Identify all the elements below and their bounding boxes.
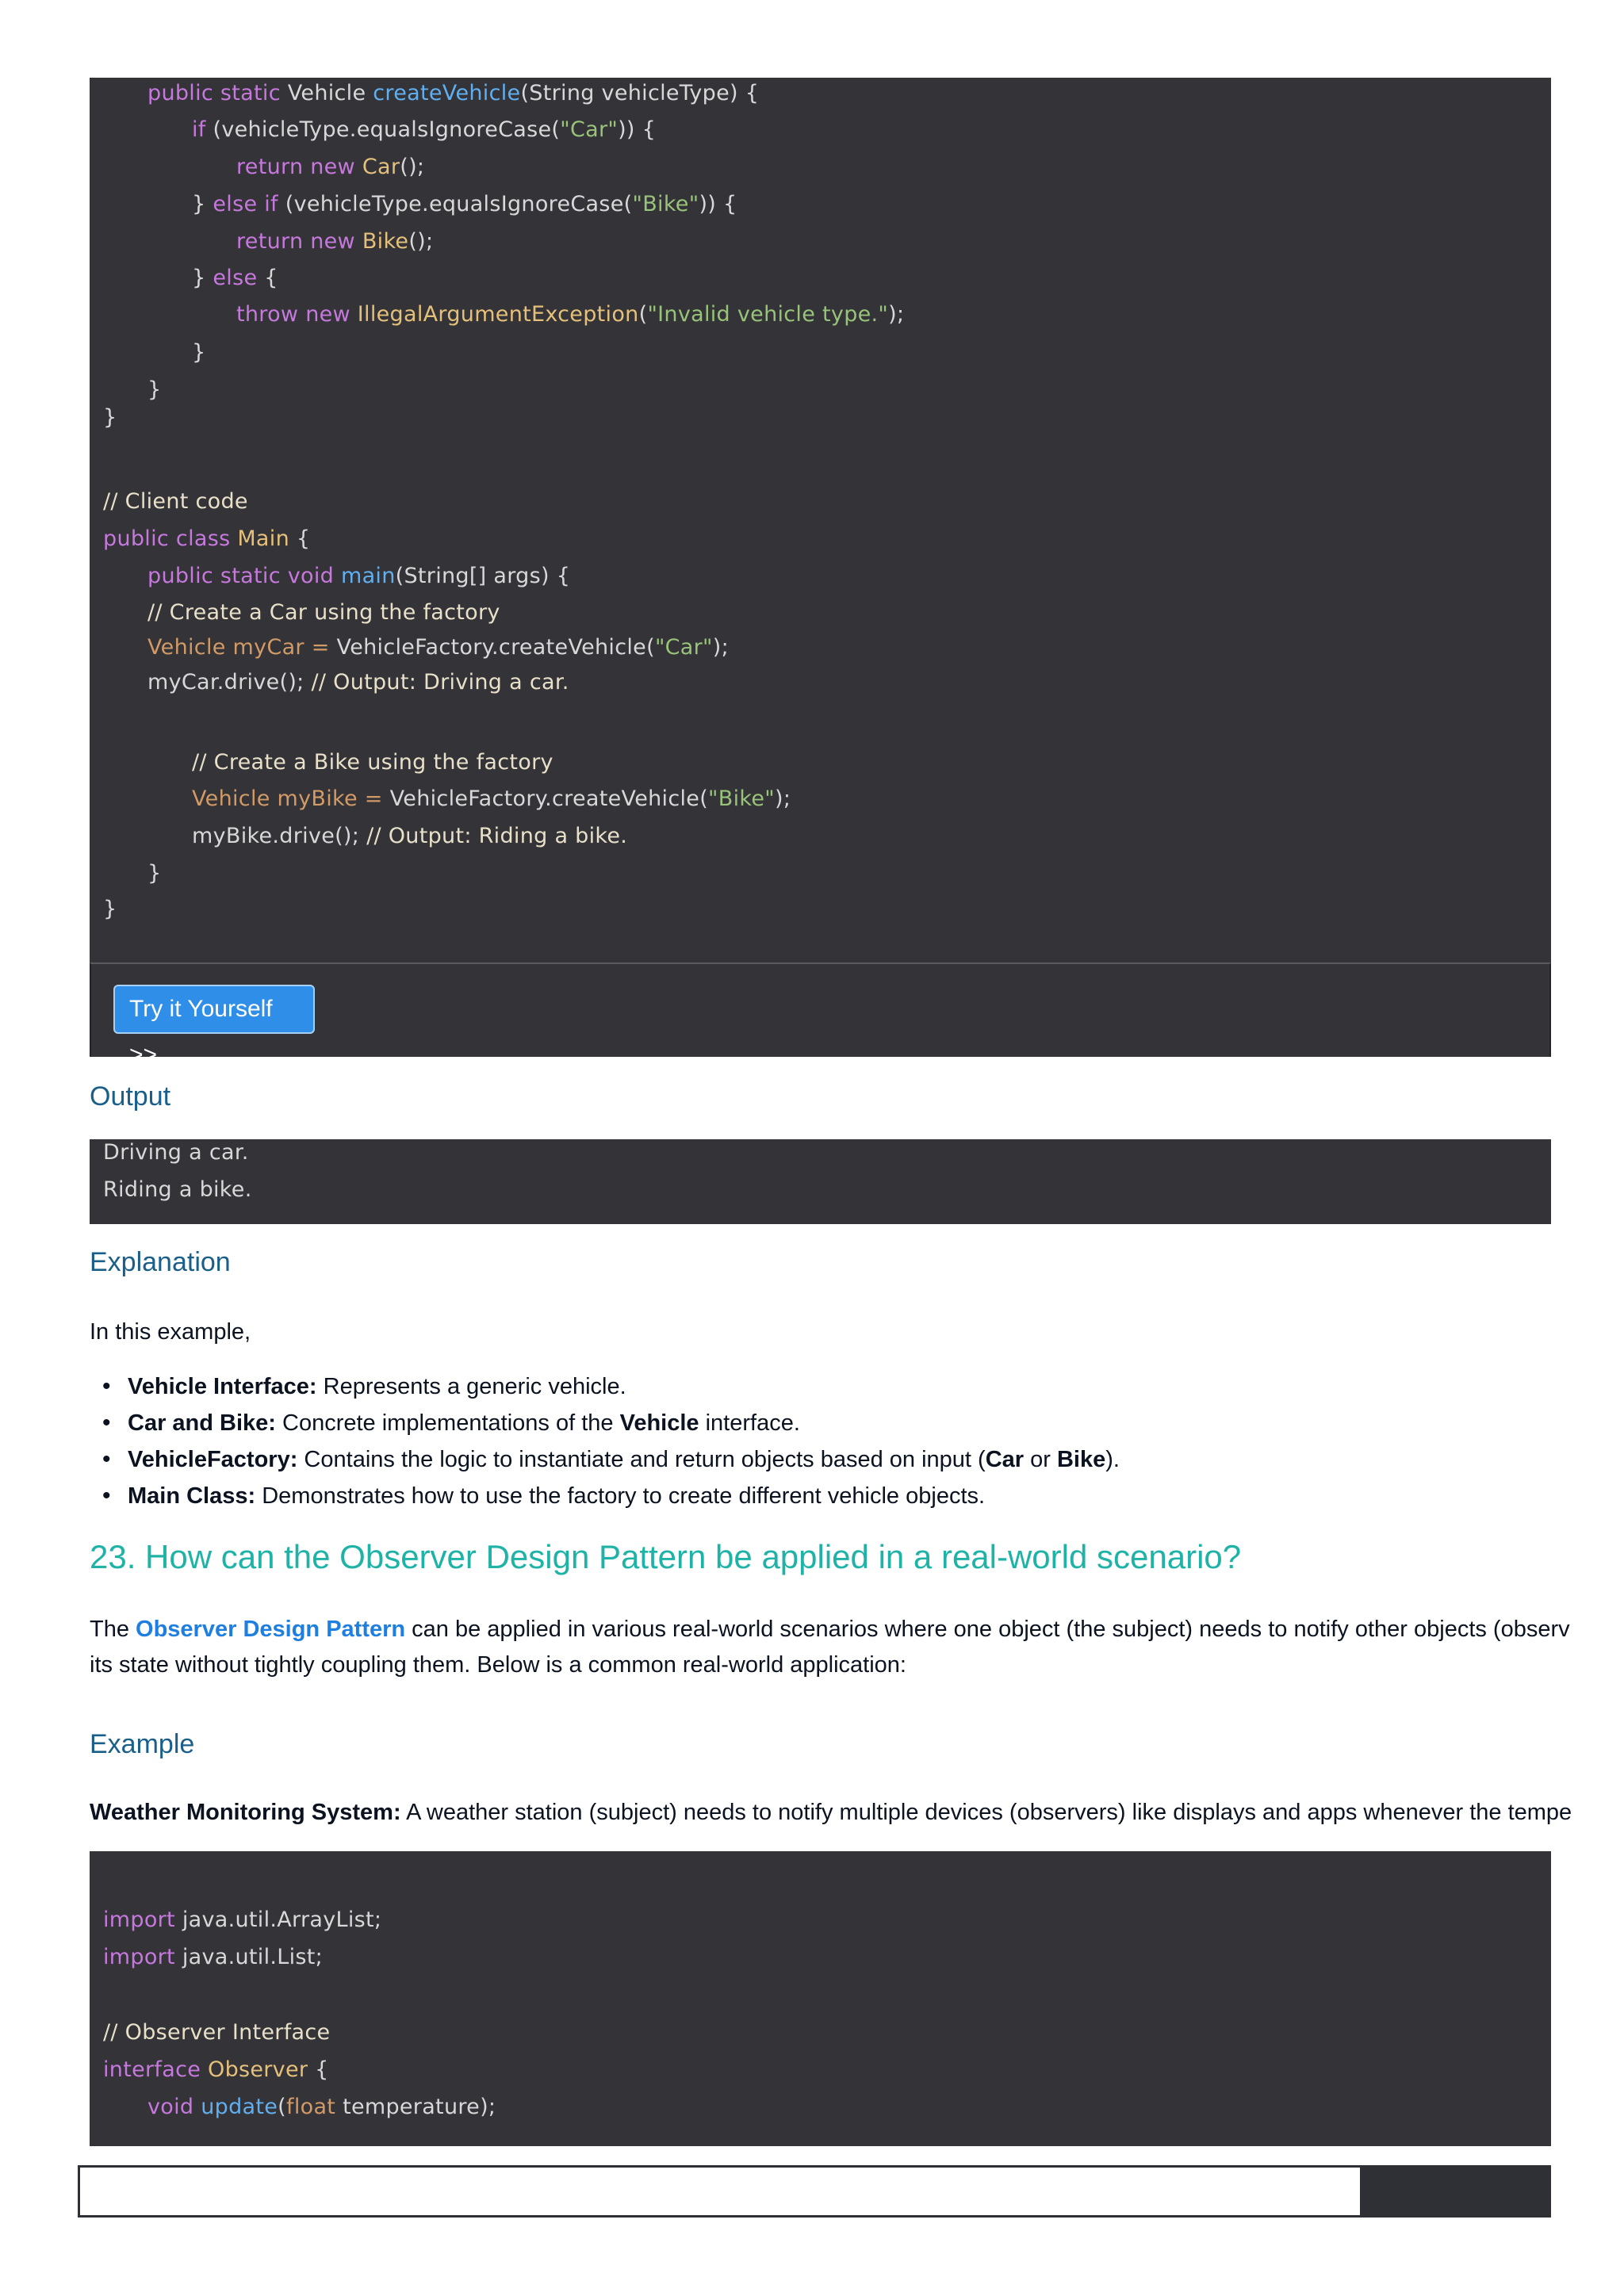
code-token: float	[286, 2095, 343, 2119]
code-token: }	[192, 266, 213, 290]
code-token: (vehicleType.equalsIgnoreCase(	[285, 192, 633, 216]
code-token: public static	[147, 81, 288, 105]
code-token: }	[192, 340, 206, 365]
code-line	[147, 599, 500, 626]
explanation-heading: Explanation	[90, 1247, 231, 1277]
code-token: // Create a Bike using the factory	[192, 750, 553, 775]
code-token: Bike	[362, 229, 409, 254]
section-paragraph-line-2: its state without tightly coupling them. Below is a common real-world application:	[90, 1652, 906, 1678]
example-text: A weather station (subject) needs to notify multiple devices (observers) like displays and apps whenever the tempe	[400, 1800, 1572, 1825]
code-line	[103, 896, 117, 923]
code-token: return new	[236, 229, 362, 254]
bullet-term: Main Class:	[128, 1483, 256, 1509]
code-token: ();	[408, 229, 434, 254]
code-token: // Create a Car using the factory	[147, 600, 500, 625]
code-token: else if	[213, 192, 285, 216]
bullet-text: ).	[1105, 1447, 1120, 1472]
para-text: can be applied in various real-world scenarios where one object (the subject) needs to notify other objects (observ	[405, 1617, 1570, 1642]
bullet-text: or	[1024, 1447, 1057, 1472]
code-token: VehicleFactory.createVehicle(	[389, 786, 709, 811]
code-token: myBike.drive();	[192, 824, 367, 848]
code-token: IllegalArgumentException	[357, 302, 639, 327]
code-token: else	[213, 266, 265, 290]
observer-pattern-link[interactable]: Observer Design Pattern	[136, 1617, 406, 1642]
output-line: Riding a bike.	[103, 1177, 252, 1202]
code-token: java.util.List;	[182, 1945, 324, 1969]
code-token: "Invalid vehicle type."	[647, 302, 889, 327]
code-token: {	[264, 266, 278, 290]
code-line	[103, 526, 310, 553]
code-token: Vehicle myCar =	[147, 635, 337, 660]
code-token: }	[147, 861, 162, 886]
code-line	[103, 2057, 329, 2084]
code-line	[192, 749, 553, 776]
code-token: // Observer Interface	[103, 2020, 331, 2045]
code-token: )) {	[618, 117, 657, 142]
bullet-text: Concrete implementations of the	[275, 1410, 620, 1436]
code-block-factory	[90, 78, 1551, 1057]
bullet-text: Contains the logic to instantiate and return objects based on input (	[297, 1447, 986, 1472]
code-token: "Bike"	[708, 786, 775, 811]
code-line	[103, 1944, 323, 1971]
code-token: "Car"	[654, 635, 713, 660]
try-it-yourself-button[interactable]: Try it Yourself >>	[113, 985, 315, 1034]
code-token: {	[315, 2057, 329, 2082]
example-paragraph	[90, 1800, 1572, 1826]
code-line	[236, 228, 433, 255]
code-token: interface	[103, 2057, 209, 2082]
code-token: if	[192, 117, 213, 142]
example-term: Weather Monitoring System:	[90, 1800, 401, 1825]
bullet-bold: Car	[985, 1447, 1025, 1472]
code-line	[192, 786, 791, 813]
code-token: // Output: Riding a bike.	[366, 824, 628, 848]
code-token: )) {	[699, 192, 737, 216]
code-token: Observer	[208, 2057, 316, 2082]
output-line: Driving a car.	[103, 1140, 249, 1165]
list-item	[90, 1478, 1120, 1514]
list-item	[90, 1368, 1120, 1405]
code-line	[103, 404, 117, 431]
try-it-bar	[90, 962, 1551, 1068]
code-token: ();	[400, 155, 425, 179]
bullet-term: Car and Bike:	[128, 1410, 276, 1436]
bullet-text: interface.	[699, 1410, 800, 1436]
code-token: public class	[103, 526, 238, 551]
intro-text: In this example,	[90, 1319, 251, 1345]
explanation-list	[90, 1368, 1120, 1514]
code-token: {	[296, 526, 311, 551]
code-token: "Bike"	[632, 192, 699, 216]
code-line	[103, 488, 248, 515]
code-line	[236, 154, 424, 181]
code-line	[236, 301, 904, 328]
bullet-term: VehicleFactory:	[128, 1447, 298, 1472]
code-token: import	[103, 1945, 182, 1969]
code-token: // Output: Driving a car.	[311, 670, 569, 695]
code-token: (String[] args) {	[395, 564, 571, 588]
list-item	[90, 1441, 1120, 1478]
code-token: Car	[362, 155, 400, 179]
code-token: Main	[237, 526, 297, 551]
code-line	[147, 563, 570, 590]
code-line	[192, 265, 278, 292]
output-block	[90, 1139, 1551, 1224]
code-token: (String vehicleType) {	[520, 81, 760, 105]
code-token: }	[103, 897, 117, 921]
footer-input-field[interactable]	[78, 2165, 1362, 2218]
bullet-term: Vehicle Interface:	[128, 1374, 317, 1399]
code-token: import	[103, 1908, 182, 1932]
code-token: java.util.ArrayList;	[182, 1908, 382, 1932]
code-token: Vehicle	[287, 81, 373, 105]
code-token: );	[712, 635, 730, 660]
code-token: public static void	[147, 564, 341, 588]
code-token: // Client code	[103, 489, 248, 514]
code-token: update	[201, 2095, 278, 2119]
code-line	[147, 669, 569, 696]
code-line	[147, 860, 161, 887]
code-line	[147, 377, 161, 404]
code-line	[192, 339, 205, 366]
code-token: }	[147, 377, 162, 402]
code-token: );	[775, 786, 791, 811]
code-token: myCar.drive();	[147, 670, 312, 695]
list-item	[90, 1405, 1120, 1441]
code-token: Vehicle myBike =	[192, 786, 390, 811]
code-token: VehicleFactory.createVehicle(	[336, 635, 655, 660]
code-token: (	[278, 2095, 287, 2119]
code-token: return new	[236, 155, 362, 179]
code-line	[192, 117, 656, 144]
footer-bar	[78, 2165, 1551, 2218]
section-title: 23. How can the Observer Design Pattern be applied in a real-world scenario?	[90, 1538, 1242, 1575]
bullet-bold: Bike	[1056, 1447, 1106, 1472]
code-block-observer	[90, 1851, 1551, 2146]
code-token: throw new	[236, 302, 358, 327]
code-token: "Car"	[560, 117, 619, 142]
output-heading: Output	[90, 1081, 171, 1112]
code-token: main	[340, 564, 396, 588]
para-text: The	[90, 1617, 136, 1642]
code-token: (vehicleType.equalsIgnoreCase(	[213, 117, 561, 142]
code-token: temperature);	[343, 2095, 496, 2119]
code-token: }	[192, 192, 213, 216]
code-token: (	[638, 302, 648, 327]
bullet-text: Represents a generic vehicle.	[316, 1374, 626, 1399]
code-line	[192, 823, 627, 850]
code-line	[103, 2019, 330, 2046]
code-line	[192, 191, 737, 218]
code-line	[147, 2094, 496, 2121]
code-line	[103, 1907, 381, 1934]
section-paragraph-line-1	[90, 1617, 1570, 1643]
code-token: );	[888, 302, 905, 327]
code-line	[147, 80, 759, 107]
code-token: createVehicle	[373, 81, 521, 105]
code-token: }	[103, 405, 117, 430]
code-token: void	[147, 2095, 201, 2119]
bullet-bold: Vehicle	[619, 1410, 699, 1436]
example-heading: Example	[90, 1729, 195, 1759]
bullet-text: Demonstrates how to use the factory to create different vehicle objects.	[255, 1483, 986, 1509]
code-line	[147, 634, 729, 661]
